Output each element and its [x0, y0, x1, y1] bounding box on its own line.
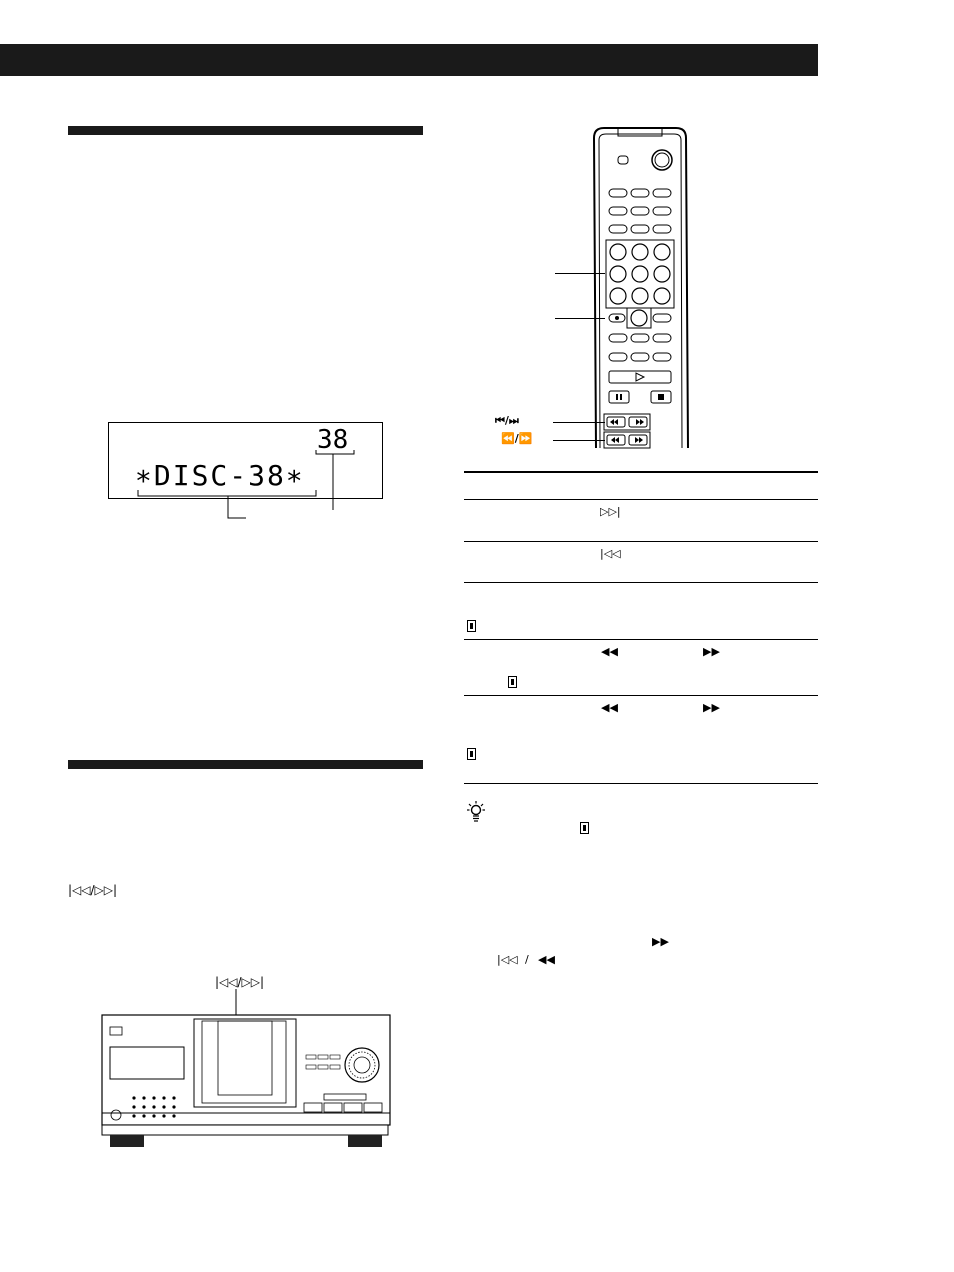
table-row-3-rule	[464, 639, 818, 640]
remote-callout-search	[553, 440, 605, 441]
table-row-4-rew: ◀◀	[601, 645, 618, 658]
remote-only-icon	[580, 822, 589, 834]
remote-only-icon	[467, 748, 476, 760]
player-skip-label: |◁◁/▷▷|	[215, 975, 265, 989]
remote-control-illustration	[590, 122, 692, 450]
table-row-1-symbol: ▷▷|	[600, 505, 621, 518]
table-row-4-ff: ▶▶	[703, 645, 720, 658]
remote-callout-skip	[553, 422, 605, 423]
table-header-rule	[464, 499, 818, 500]
tip-rew-glyph: ◀◀	[538, 953, 555, 966]
remote-search-label: ⏪/⏩	[501, 432, 533, 445]
remote-callout-enter	[555, 318, 605, 319]
cd-player-illustration	[96, 985, 396, 1151]
header-bar	[0, 44, 818, 76]
remote-callout-numbers	[555, 273, 605, 274]
lcd-callouts	[100, 440, 380, 540]
section-heading-bar-1	[68, 126, 423, 135]
table-row-1-rule	[464, 541, 818, 542]
section-heading-bar-2	[68, 760, 423, 769]
tip-skip-back-glyph: |◁◁	[497, 953, 518, 966]
remote-skip-label: ⏮/⏭	[495, 414, 519, 427]
tip-lightbulb-icon	[466, 800, 486, 824]
tip-slash: /	[525, 953, 529, 966]
skip-glyph-left: |◁◁/▷▷|	[68, 883, 118, 897]
tip-ff-glyph: ▶▶	[652, 935, 669, 948]
remote-only-icon	[508, 676, 517, 688]
table-bottom-rule	[464, 783, 818, 784]
disc-number-readout: 38	[317, 425, 349, 455]
remote-only-icon	[467, 620, 476, 632]
table-top-rule	[464, 471, 818, 473]
disc-name-readout: ∗DISC-38∗	[135, 459, 305, 492]
table-row-2-rule	[464, 582, 818, 583]
table-row-5-rew: ◀◀	[601, 701, 618, 714]
table-row-4-rule	[464, 695, 818, 696]
table-row-2-symbol: |◁◁	[600, 547, 621, 560]
table-row-5-ff: ▶▶	[703, 701, 720, 714]
